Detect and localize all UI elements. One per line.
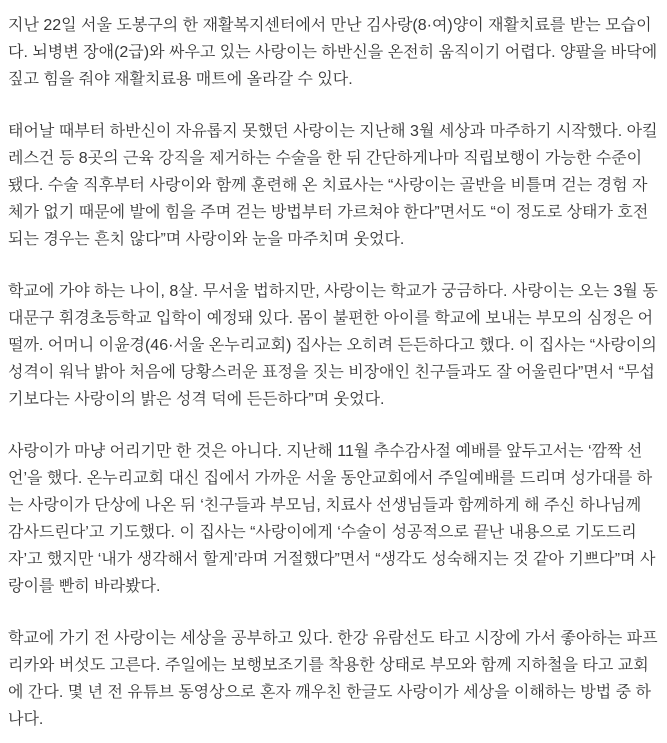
article-paragraph-4: 사랑이가 마냥 어리기만 한 것은 아니다. 지난해 11월 추수감사절 예배를 앞두고서는 ‘깜짝 선언’을 했다. 온누리교회 대신 집에서 가까운 서울 동안교회에서 주일예배를 드리며 성가대를 하는 사랑이가 단상에 나온 뒤 ‘친구들과 부모님, 치료사 선생님들과 함께하게 해 주신 하나님께 감사드린다’고 기도했다. 이 집사는 “사랑이에게 ‘수술이 성공적으로 끝난 내용으로 기도드리자’고 했지만 ‘내가 생각해서 할게’라며 거절했다”면서 “생각도 성숙해지는 것 같아 기쁘다”며 사랑이를 빤히 바라봤다. <box>8 443 656 595</box>
article-paragraph-1: 지난 22일 서울 도봉구의 한 재활복지센터에서 만난 김사랑(8·여)양이 재활치료를 받는 모습이다. 뇌병변 장애(2급)와 싸우고 있는 사랑이는 하반신을 온전히 움직이기 어렵다. 양팔을 바닥에 짚고 힘을 줘야 재활치료용 매트에 올라갈 수 있다. <box>8 17 658 88</box>
article-paragraph-3: 학교에 가야 하는 나이, 8살. 무서울 법하지만, 사랑이는 학교가 궁금하다. 사랑이는 오는 3월 동대문구 휘경초등학교 입학이 예정돼 있다. 몸이 불편한 아이를 학교에 보내는 부모의 심정은 어떨까. 어머니 이윤경(46·서울 온누리교회) 집사는 오히려 든든하다고 했다. 이 집사는 “사랑이의 성격이 워낙 밝아 처음에 당황스러운 표정을 짓는 비장애인 친구들과도 잘 어울린다”면서 “무섭기보다는 사랑이의 밝은 성격 덕에 든든하다”며 웃었다. <box>8 283 658 408</box>
article-paragraph-2: 태어날 때부터 하반신이 자유롭지 못했던 사랑이는 지난해 3월 세상과 마주하기 시작했다. 아킬레스건 등 8곳의 근육 강직을 제거하는 수술을 한 뒤 간단하게나마 직립보행이 가능한 수준이 됐다. 수술 직후부터 사랑이와 함께 훈련해 온 치료사는 “사랑이는 골반을 비틀며 걷는 경험 자체가 없기 때문에 발에 힘을 주며 걷는 방법부터 가르쳐야 한다”면서도 “이 정도로 상태가 호전되는 경우는 흔치 않다”며 사랑이와 눈을 마주치며 웃었다. <box>8 123 658 248</box>
article-paragraph-5: 학교에 가기 전 사랑이는 세상을 공부하고 있다. 한강 유람선도 타고 시장에 가서 좋아하는 파프리카와 버섯도 고른다. 주일에는 보행보조기를 착용한 상태로 부모와 함께 지하철을 타고 교회에 간다. 몇 년 전 유튜브 동영상으로 혼자 깨우친 한글도 사랑이가 세상을 이해하는 방법 중 하나다. <box>8 630 658 728</box>
